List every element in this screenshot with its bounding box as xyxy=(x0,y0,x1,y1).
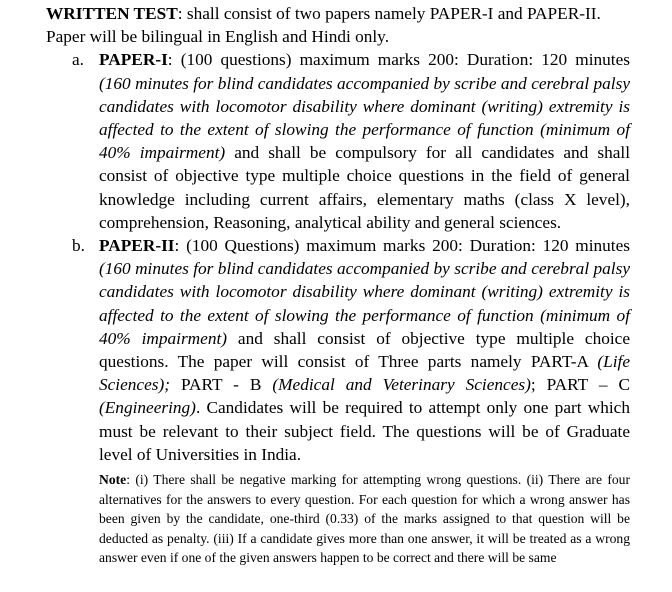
paper-2-title: PAPER-II xyxy=(99,236,175,256)
part-b-subject: (Medical and Veterinary Sciences) xyxy=(272,375,531,395)
paper-2-item xyxy=(46,234,630,466)
part-a-subject: (Life Sciences); xyxy=(99,352,630,395)
papers-list xyxy=(46,48,630,466)
paper-2-blind-provision: (160 minutes for blind candidates accompanied by scribe and cerebral palsy candidates with locomotor disability where dominant (writing) extremity is affected to the extent of slowing the performance of function (minimum of 40% impairment) xyxy=(99,259,630,348)
paper-1-details: : (100 questions) maximum marks 200: Duration: 120 minutes xyxy=(167,50,630,70)
paper-2-details: : (100 Questions) maximum marks 200: Duration: 120 minutes xyxy=(174,236,630,256)
paper-2-description: and shall consist of objective type multiple choice questions. The paper will consist of Three parts namely PART-A xyxy=(99,328,630,372)
bilingual-text: Paper will be bilingual in English and Hindi only. xyxy=(46,27,390,47)
paper-2-closing: . Candidates will be required to attempt only one part which must be relevant to their subject field. The questions will be of Graduate level of Universities in India. xyxy=(99,398,630,464)
written-test-heading: WRITTEN TEST xyxy=(46,4,178,23)
part-b-label: PART - B xyxy=(170,375,273,395)
paper-1-title: PAPER-I xyxy=(99,50,168,70)
part-c-label: ; PART – C xyxy=(530,375,630,395)
document-body xyxy=(46,2,630,568)
note-label: Note xyxy=(99,472,127,488)
note-text: : (i) There shall be negative marking for attempting wrong questions. (ii) There are four alternatives for the answers to every question. For each question for which a wrong answer has been given by the candidate, one-third (0.33) of the marks assigned to that question will be deducted as penalty. (iii) If a candidate gives more than one answer, it will be treated as a wrong answer even if one of the given answers happen to be correct and there will be same xyxy=(99,472,630,566)
written-test-text: : shall consist of two papers namely PAPER-I and PAPER-II. xyxy=(177,4,601,23)
list-marker-b: b. xyxy=(72,236,85,256)
paper-1-description: and shall be compulsory for all candidates and shall consist of objective type multiple choice questions in the field of general knowledge including current affairs, elementary maths (class X level), comprehension, Reasoning, analytical ability and general sciences. xyxy=(99,143,631,232)
paper-1-item xyxy=(46,48,630,234)
part-c-subject: (Engineering) xyxy=(99,398,196,418)
note-paragraph xyxy=(99,470,630,568)
paper-1-blind-provision: (160 minutes for blind candidates accompanied by scribe and cerebral palsy candidates with locomotor disability where dominant (writing) extremity is affected to the extent of slowing the performance of function (minimum of 40% impairment) xyxy=(99,73,630,163)
list-marker-a: a. xyxy=(72,50,84,70)
written-test-paragraph xyxy=(46,2,630,48)
